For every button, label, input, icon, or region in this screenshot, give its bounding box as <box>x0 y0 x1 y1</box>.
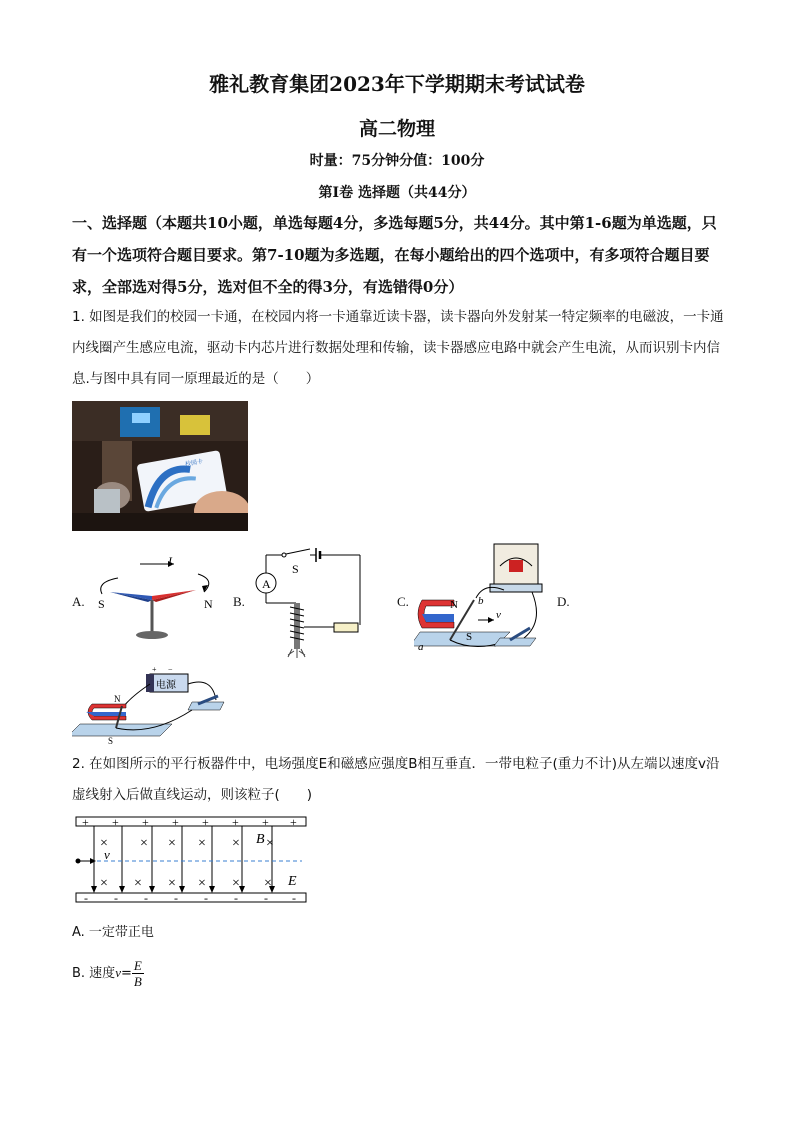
option-c-label: C. <box>397 594 409 609</box>
plus-sign: + <box>202 815 209 829</box>
plus-sign: + <box>112 815 119 829</box>
plus-sign: + <box>172 815 179 829</box>
b-field-cross: × <box>168 836 176 851</box>
figure-b-electromagnet-circuit <box>252 545 372 660</box>
option-d-label: D. <box>557 594 570 609</box>
b-field-cross: × <box>264 876 272 891</box>
option-a-label: A. <box>72 594 85 609</box>
minus-sign: - <box>84 891 88 905</box>
minus-sign: - <box>174 891 178 905</box>
plus-sign: + <box>232 815 239 829</box>
plus-sign: + <box>262 815 269 829</box>
b-field-cross: × <box>100 836 108 851</box>
b-field-cross: × <box>140 836 148 851</box>
figure-d-power-label: 电源 <box>156 680 176 691</box>
section-heading: 一、选择题（本题共10小题，单选每题4分，多选每题5分，共44分。其中第1-6题为单选题，只有一个选项符合题目要求。第7-10题为多选题，在每小题给出的四个选项中，有多项符合题目要求，全部选对得5分，选对但不全的得3分，有选错得0分） <box>72 214 717 296</box>
b-field-cross: × <box>198 836 206 851</box>
figure-b-ammeter-label: A <box>262 577 271 591</box>
figure-a-north-label: N <box>204 597 213 611</box>
b-field-cross: × <box>168 876 176 891</box>
fraction <box>132 958 144 989</box>
question-2-text: 2. 在如图所示的平行板器件中，电场强度E和磁感应强度B相互垂直．一带电粒子(重力不计)从左端以速度v沿虚线射入后做直线运动，则该粒子( ) <box>72 756 720 803</box>
figure-c-north-label: N <box>450 599 458 611</box>
part-heading: 第Ⅰ卷 选择题（共44分） <box>318 185 476 201</box>
figure-d-south-label: S <box>108 736 114 746</box>
minus-sign: - <box>234 891 238 905</box>
card-reader-photo <box>72 401 248 531</box>
minus-sign: - <box>114 891 118 905</box>
v-label: v <box>104 847 110 862</box>
plus-sign: + <box>142 815 149 829</box>
fraction-numerator: E <box>133 958 142 973</box>
figure-c-south-label: S <box>466 631 473 643</box>
minus-sign: - <box>292 891 296 905</box>
figure-a-south-label: S <box>98 597 105 611</box>
b-field-cross: × <box>232 836 240 851</box>
figure-a-current-label: I <box>168 554 172 568</box>
figure-c-b-label: b <box>478 595 484 607</box>
photo-card-label: 校园卡 <box>184 459 204 469</box>
plus-sign: + <box>82 815 89 829</box>
minus-sign: - <box>144 891 148 905</box>
exam-title: 雅礼教育集团2023年下学期期末考试试卷 <box>209 72 585 96</box>
figure-d-plus-label: + <box>152 666 157 674</box>
b-field-cross: × <box>266 836 274 851</box>
question-1-text: 1. 如图是我们的校园一卡通，在校园内将一卡通靠近读卡器，读卡器向外发射某一特定频率的电磁波，一卡通内线圈产生感应电流，驱动卡内芯片进行数据处理和传输，读卡器感应电路中就会产生电流，从而识别卡内信息.与图中具有同一原理最近的是（ ） <box>72 309 724 387</box>
figure-c-induction-setup <box>414 542 549 654</box>
figure-c-a-label: a <box>418 641 424 653</box>
e-label: E <box>288 874 297 889</box>
q2-option-b-prefix: B. 速度 <box>72 966 116 981</box>
q2-option-a: A. 一定带正电 <box>72 925 154 940</box>
figure-c-v-label: v <box>496 609 501 621</box>
fraction-denominator: B <box>133 974 142 989</box>
b-field-cross: × <box>100 876 108 891</box>
time-score-line: 时量：75分钟分值：100分 <box>309 153 485 169</box>
subject-title: 高二物理 <box>358 118 435 140</box>
q2-option-b-v: v <box>115 965 121 980</box>
figure-d-minus-label: − <box>168 666 173 674</box>
q2-option-b: B. 速度v= $\frac{E}{B}$ <box>72 958 142 989</box>
figure-d-motor-setup <box>72 666 232 746</box>
figure-a-compass <box>92 552 222 647</box>
b-field-cross: × <box>134 876 142 891</box>
b-field-cross: × <box>232 876 240 891</box>
b-label: B <box>256 832 265 847</box>
minus-sign: - <box>204 891 208 905</box>
velocity-selector-figure <box>72 813 312 909</box>
option-b-label: B. <box>233 594 245 609</box>
minus-sign: - <box>264 891 268 905</box>
figure-b-switch-label: S <box>292 562 299 576</box>
figure-d-north-label: N <box>114 694 121 704</box>
plus-sign: + <box>290 815 297 829</box>
b-field-cross: × <box>198 876 206 891</box>
